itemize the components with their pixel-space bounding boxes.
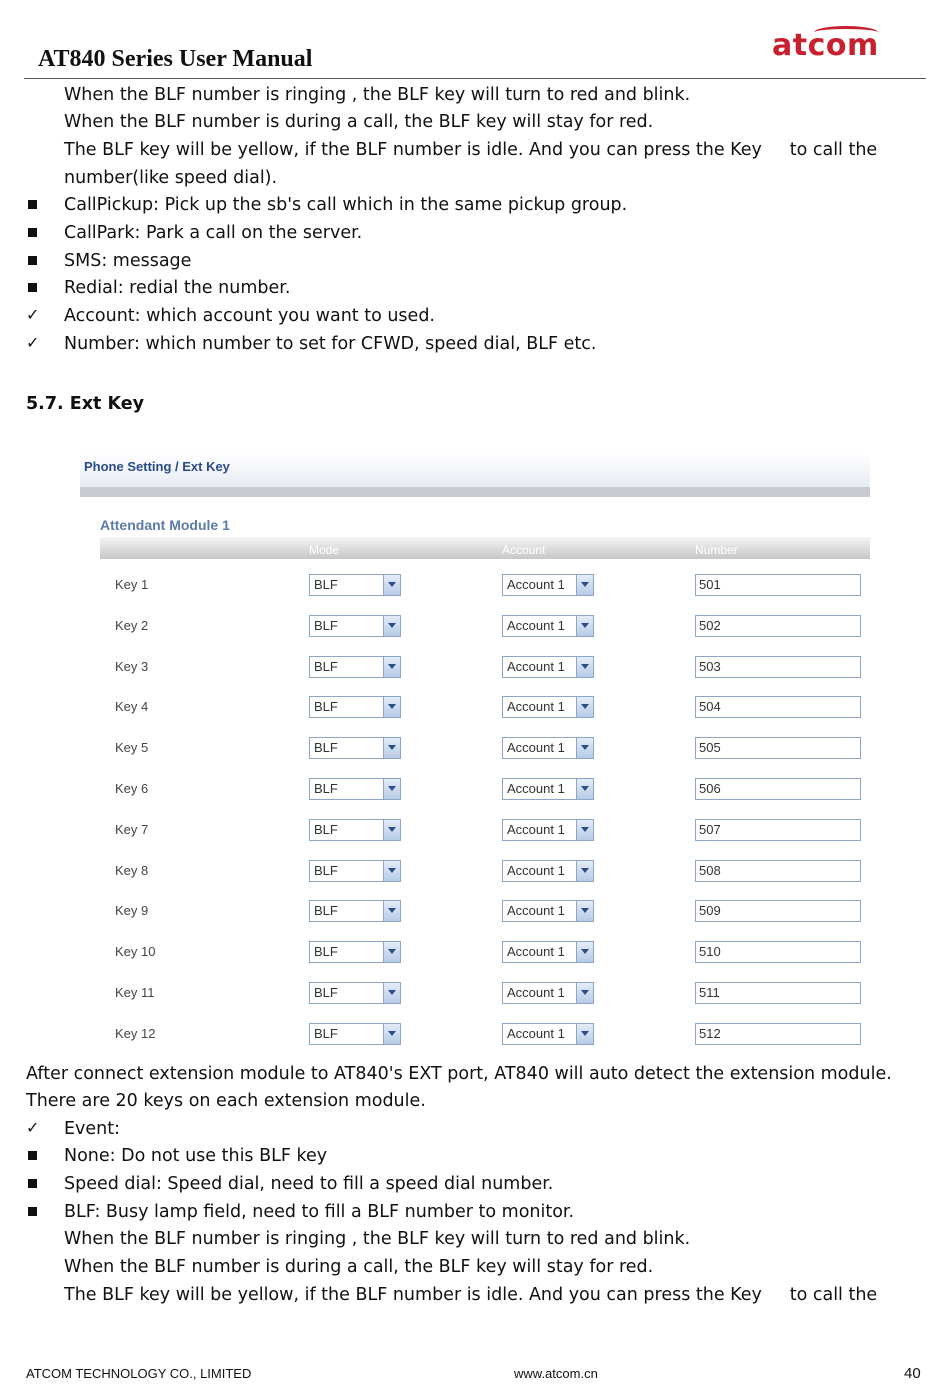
document-title: AT840 Series User Manual	[38, 46, 313, 72]
mode-select[interactable]	[309, 900, 401, 922]
footer-website: www.atcom.cn	[514, 1366, 598, 1381]
checkmark-icon: ✓	[26, 333, 40, 352]
key-row	[80, 615, 870, 641]
account-value: Account 1	[507, 618, 565, 633]
checkmark-icon: ✓	[26, 1118, 40, 1137]
mode-select[interactable]	[309, 615, 401, 637]
mode-select[interactable]	[309, 574, 401, 596]
logo-arc	[814, 26, 878, 39]
key-label: Key 5	[115, 740, 149, 755]
key-label: Key 9	[115, 903, 149, 918]
paragraph-line: When the BLF number is during a call, the BLF key will stay for red.	[64, 112, 654, 132]
key-row	[80, 860, 870, 886]
mode-value: BLF	[314, 699, 338, 714]
mode-value: BLF	[314, 659, 338, 674]
bullet-text: Event:	[64, 1119, 121, 1139]
square-bullet-icon	[28, 1202, 37, 1222]
number-input[interactable]: 509	[695, 900, 861, 922]
number-input[interactable]: 505	[695, 737, 861, 759]
account-value: Account 1	[507, 822, 565, 837]
chevron-down-icon[interactable]	[383, 697, 400, 717]
bullet-text: CallPickup: Pick up the sb's call which in the same pickup group.	[64, 195, 628, 215]
account-select[interactable]	[502, 656, 594, 678]
key-label: Key 12	[115, 1026, 156, 1041]
mode-select[interactable]	[309, 737, 401, 759]
key-label: Key 4	[115, 699, 149, 714]
checkmark-icon: ✓	[26, 305, 40, 324]
chevron-down-icon[interactable]	[576, 820, 593, 840]
account-value: Account 1	[507, 1026, 565, 1041]
chevron-down-icon[interactable]	[576, 983, 593, 1003]
key-label: Key 2	[115, 618, 149, 633]
chevron-down-icon[interactable]	[576, 657, 593, 677]
account-value: Account 1	[507, 659, 565, 674]
paragraph-line: The BLF key will be yellow, if the BLF number is idle. And you can press the Key to call the	[64, 1285, 878, 1305]
mode-value: BLF	[314, 944, 338, 959]
chevron-down-icon[interactable]	[383, 1024, 400, 1044]
square-bullet-icon	[28, 278, 37, 298]
chevron-down-icon[interactable]	[383, 738, 400, 758]
mode-value: BLF	[314, 985, 338, 1000]
column-header-account: Account	[502, 543, 546, 557]
mode-select[interactable]	[309, 1023, 401, 1045]
chevron-down-icon[interactable]	[383, 983, 400, 1003]
module-title: Attendant Module 1	[100, 517, 230, 533]
account-select[interactable]	[502, 615, 594, 637]
key-row	[80, 982, 870, 1008]
chevron-down-icon[interactable]	[383, 861, 400, 881]
bullet-text: SMS: message	[64, 251, 192, 271]
chevron-down-icon[interactable]	[383, 779, 400, 799]
account-select[interactable]	[502, 982, 594, 1004]
bullet-text: BLF: Busy lamp field, need to fill a BLF number to monitor.	[64, 1202, 575, 1222]
number-input[interactable]: 504	[695, 696, 861, 718]
mode-value: BLF	[314, 577, 338, 592]
square-bullet-icon	[28, 1174, 37, 1194]
paragraph-line: When the BLF number is ringing , the BLF key will turn to red and blink.	[64, 1229, 691, 1249]
number-input[interactable]: 501	[695, 574, 861, 596]
key-row	[80, 941, 870, 967]
chevron-down-icon[interactable]	[383, 901, 400, 921]
mode-value: BLF	[314, 903, 338, 918]
chevron-down-icon[interactable]	[576, 575, 593, 595]
column-header-number: Number	[695, 543, 738, 557]
account-value: Account 1	[507, 781, 565, 796]
chevron-down-icon[interactable]	[576, 942, 593, 962]
account-value: Account 1	[507, 577, 565, 592]
account-select[interactable]	[502, 860, 594, 882]
key-label: Key 1	[115, 577, 149, 592]
chevron-down-icon[interactable]	[383, 820, 400, 840]
mode-value: BLF	[314, 822, 338, 837]
mode-select[interactable]	[309, 778, 401, 800]
chevron-down-icon[interactable]	[576, 779, 593, 799]
account-select[interactable]	[502, 696, 594, 718]
mode-value: BLF	[314, 781, 338, 796]
ext-key-screenshot	[80, 453, 870, 1053]
key-row	[80, 778, 870, 804]
key-label: Key 3	[115, 659, 149, 674]
mode-select[interactable]	[309, 860, 401, 882]
account-value: Account 1	[507, 944, 565, 959]
square-bullet-icon	[28, 1146, 37, 1166]
bullet-text: CallPark: Park a call on the server.	[64, 223, 363, 243]
key-row	[80, 819, 870, 845]
chevron-down-icon[interactable]	[383, 657, 400, 677]
paragraph-line: The BLF key will be yellow, if the BLF number is idle. And you can press the Key to call the	[64, 140, 878, 160]
mode-select[interactable]	[309, 941, 401, 963]
key-row	[80, 656, 870, 682]
mode-value: BLF	[314, 740, 338, 755]
account-select[interactable]	[502, 941, 594, 963]
paragraph-line: number(like speed dial).	[64, 168, 278, 188]
mode-select[interactable]	[309, 982, 401, 1004]
bullet-text: None: Do not use this BLF key	[64, 1146, 328, 1166]
mode-value: BLF	[314, 1026, 338, 1041]
account-select[interactable]	[502, 778, 594, 800]
chevron-down-icon[interactable]	[576, 861, 593, 881]
mode-select[interactable]	[309, 696, 401, 718]
key-row	[80, 900, 870, 926]
number-input[interactable]: 510	[695, 941, 861, 963]
column-header-mode: Mode	[309, 543, 340, 557]
account-value: Account 1	[507, 985, 565, 1000]
square-bullet-icon	[28, 195, 37, 215]
bullet-text: Account: which account you want to used.	[64, 306, 435, 326]
breadcrumb-bar	[80, 453, 870, 487]
account-select[interactable]	[502, 900, 594, 922]
account-value: Account 1	[507, 699, 565, 714]
number-input[interactable]: 512	[695, 1023, 861, 1045]
account-select[interactable]	[502, 1023, 594, 1045]
chevron-down-icon[interactable]	[576, 1024, 593, 1044]
account-value: Account 1	[507, 863, 565, 878]
key-row	[80, 696, 870, 722]
chevron-down-icon[interactable]	[576, 738, 593, 758]
paragraph-line: When the BLF number is during a call, the BLF key will stay for red.	[64, 1257, 654, 1277]
number-input[interactable]: 508	[695, 860, 861, 882]
account-value: Account 1	[507, 903, 565, 918]
paragraph-line: After connect extension module to AT840's EXT port, AT840 will auto detect the extension module.	[26, 1064, 892, 1084]
number-input[interactable]: 506	[695, 778, 861, 800]
section-heading: 5.7. Ext Key	[26, 394, 144, 414]
paragraph-line: When the BLF number is ringing , the BLF key will turn to red and blink.	[64, 85, 691, 105]
header-divider	[24, 78, 926, 79]
number-input[interactable]: 511	[695, 982, 861, 1004]
account-select[interactable]	[502, 819, 594, 841]
key-label: Key 7	[115, 822, 149, 837]
bullet-text: Number: which number to set for CFWD, speed dial, BLF etc.	[64, 334, 597, 354]
atcom-logo	[772, 28, 879, 63]
square-bullet-icon	[28, 223, 37, 243]
square-bullet-icon	[28, 251, 37, 271]
bullet-text: Speed dial: Speed dial, need to fill a speed dial number.	[64, 1174, 554, 1194]
mode-select[interactable]	[309, 656, 401, 678]
bullet-text: Redial: redial the number.	[64, 278, 291, 298]
page-number: 40	[904, 1365, 921, 1382]
key-label: Key 10	[115, 944, 156, 959]
key-label: Key 6	[115, 781, 149, 796]
key-row	[80, 1023, 870, 1049]
number-input[interactable]: 502	[695, 615, 861, 637]
chevron-down-icon[interactable]	[383, 575, 400, 595]
chevron-down-icon[interactable]	[383, 942, 400, 962]
header-band	[80, 487, 870, 497]
mode-value: BLF	[314, 618, 338, 633]
account-select[interactable]	[502, 574, 594, 596]
number-input[interactable]: 507	[695, 819, 861, 841]
logo-text: atcom	[772, 28, 879, 63]
key-label: Key 8	[115, 863, 149, 878]
chevron-down-icon[interactable]	[576, 616, 593, 636]
chevron-down-icon[interactable]	[576, 697, 593, 717]
chevron-down-icon[interactable]	[383, 616, 400, 636]
account-value: Account 1	[507, 740, 565, 755]
paragraph-line: There are 20 keys on each extension module.	[26, 1091, 426, 1111]
key-row	[80, 737, 870, 763]
column-header-bar	[100, 537, 870, 559]
key-row	[80, 574, 870, 600]
key-label: Key 11	[115, 985, 155, 1000]
footer-company: ATCOM TECHNOLOGY CO., LIMITED	[26, 1366, 252, 1381]
number-input[interactable]: 503	[695, 656, 861, 678]
breadcrumb[interactable]: Phone Setting / Ext Key	[84, 459, 230, 474]
chevron-down-icon[interactable]	[576, 901, 593, 921]
mode-value: BLF	[314, 863, 338, 878]
mode-select[interactable]	[309, 819, 401, 841]
account-select[interactable]	[502, 737, 594, 759]
